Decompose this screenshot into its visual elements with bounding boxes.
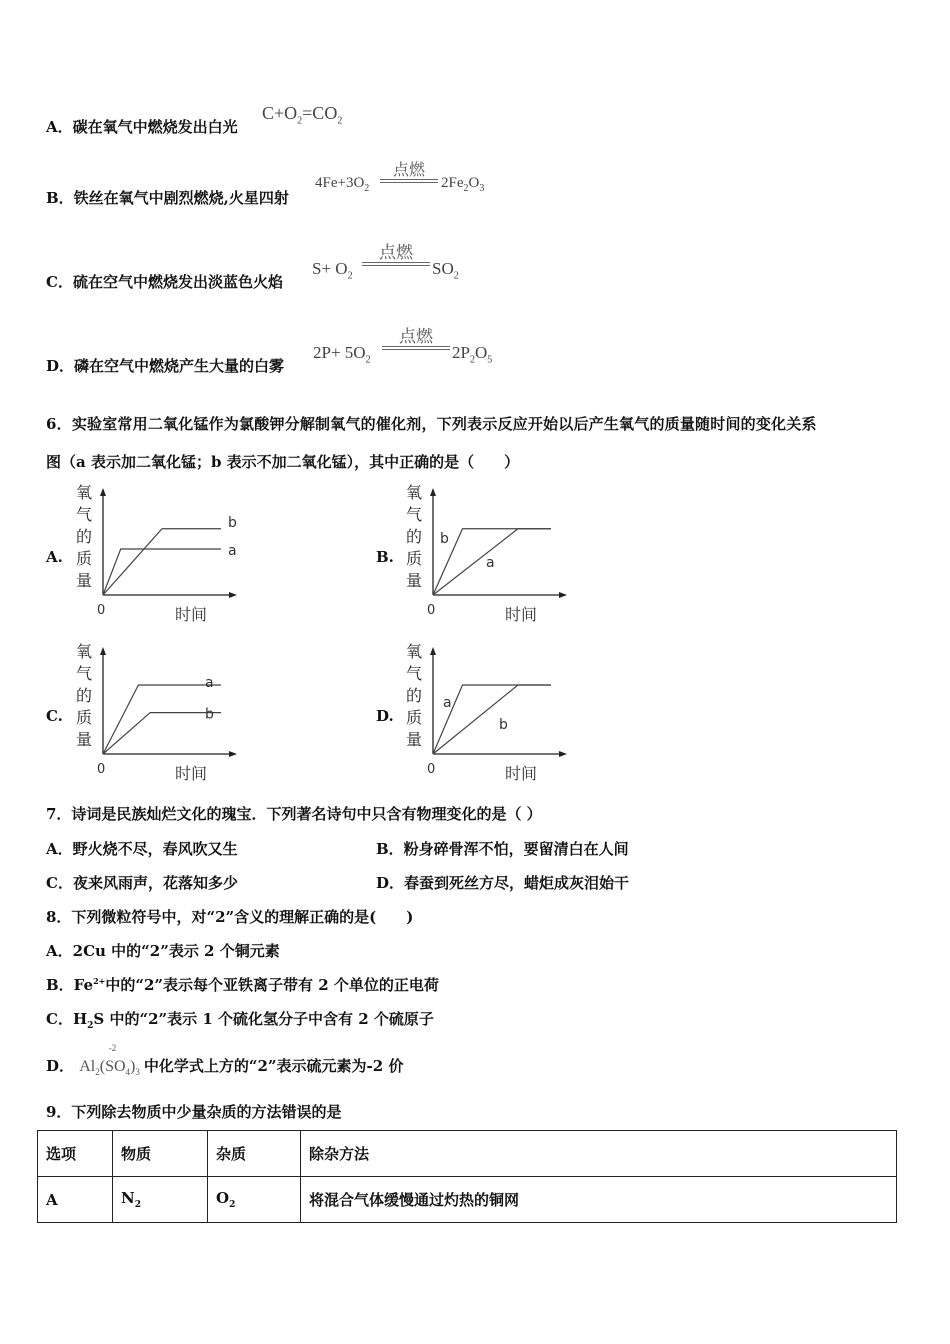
q8-option-c: C．$H_2S$ 中的“2”表示 1 个硫化氢分子中含有 2 个硫原子 [46, 1010, 434, 1031]
series-label-b: b [440, 531, 449, 547]
y-axis-arrow [430, 647, 436, 655]
q6-graph-d [403, 641, 583, 791]
q5-equation-a: $C+O_2=CO_2$ [262, 103, 343, 127]
q8-option-a: A．2Cu 中的“2”表示 2 个铜元素 [46, 942, 280, 960]
q8-option-d: D． $Al_2$ -2 $(SO_4)_3$ 中化学式上方的“2”表示硫元素为-2 价 [46, 1043, 404, 1078]
series-label-a: a [205, 675, 214, 691]
q7-option-c: C．夜来风雨声，花落知多少 [46, 874, 238, 892]
series-label-b: b [205, 706, 214, 723]
y-axis-label: 氧 气 的 质 量 [75, 483, 92, 590]
x-axis-arrow [229, 751, 237, 757]
table-header-row [38, 1131, 897, 1177]
series-label-a: a [228, 543, 237, 559]
series-label-a: a [486, 555, 495, 571]
graph-svg [73, 482, 253, 632]
series-line-a [103, 685, 221, 754]
q5-equation-d: $2P+ 5O_2$ [313, 343, 371, 366]
q7-option-b: B．粉身碎骨浑不怕，要留清白在人间 [376, 840, 629, 858]
y-axis-arrow [100, 647, 106, 655]
graph-svg [403, 482, 583, 632]
q5-product-d: $2P_2O_5$ [452, 343, 493, 366]
series-line-a [103, 549, 221, 595]
q6-graph-a [73, 482, 253, 632]
q5-condition-d: 点燃 [382, 328, 450, 350]
q5-product-c: $SO_2$ [432, 259, 459, 282]
x-axis-arrow [559, 592, 567, 598]
header-method: 除杂方法 [301, 1131, 897, 1177]
x-axis-label: 时间 [175, 764, 208, 783]
q6-graph-c [73, 641, 253, 791]
q7-option-d: D．春蚕到死丝方尽，蜡炬成灰泪始干 [376, 874, 630, 892]
q7-question: 7．诗词是民族灿烂文化的瑰宝．下列著名诗句中只含有物理变化的是（ ） [46, 805, 542, 823]
q5-equation-b: $4Fe+3O_2$ [315, 175, 370, 194]
q6-option-a-label: A. [46, 548, 63, 566]
graph-svg [73, 641, 253, 791]
header-impurity: 杂质 [208, 1131, 301, 1177]
y-axis-arrow [430, 488, 436, 496]
q8-question: 8．下列微粒符号中，对“2”含义的理解正确的是( ) [46, 908, 414, 926]
header-substance: 物质 [113, 1131, 208, 1177]
q6-graph-b [403, 482, 583, 632]
q8-option-b: B．$Fe^{2+}$中的“2”表示每个亚铁离子带有 2 个单位的正电荷 [46, 976, 439, 994]
x-axis-label: 时间 [505, 605, 538, 624]
x-axis-arrow [559, 751, 567, 757]
q5-option-b: B．铁丝在氧气中剧烈燃烧,火星四射 [46, 189, 289, 207]
cell-option: A [38, 1177, 113, 1223]
x-axis-label: 时间 [175, 605, 208, 624]
q6-option-b-label: B. [376, 548, 394, 566]
series-line-b [103, 529, 221, 595]
q5-option-a: A．碳在氧气中燃烧发出白光 [46, 118, 238, 136]
q9-question: 9．下列除去物质中少量杂质的方法错误的是 [46, 1103, 342, 1121]
x-axis-label: 时间 [505, 764, 538, 783]
q5-condition-c: 点燃 [362, 244, 430, 266]
q6-question-line1: 6．实验室常用二氧化锰作为氯酸钾分解制氧气的催化剂，下列表示反应开始以后产生氧气的质量随时间的变化关系 [46, 415, 817, 433]
origin-label: 0 [427, 762, 436, 777]
q5-condition-b: 点燃 [380, 161, 438, 183]
cell-substance: $N_2$ [113, 1177, 208, 1223]
cell-impurity: $O_2$ [208, 1177, 301, 1223]
series-label-b: b [499, 717, 508, 733]
q6-option-c-label: C. [46, 707, 63, 725]
q6-question-line2: 图（a 表示加二氧化锰；b 表示不加二氧化锰），其中正确的是（ ） [46, 453, 520, 471]
series-label-a: a [443, 695, 452, 711]
y-axis-label: 氧 气 的 质 量 [405, 642, 422, 749]
q9-table [37, 1130, 897, 1223]
cell-method: 将混合气体缓慢通过灼热的铜网 [301, 1177, 897, 1223]
origin-label: 0 [97, 762, 106, 777]
table-row [38, 1177, 897, 1223]
y-axis-label: 氧 气 的 质 量 [405, 483, 422, 590]
graph-svg [403, 641, 583, 791]
y-axis-label: 氧 气 的 质 量 [75, 642, 92, 749]
q5-equation-c: $S+ O_2$ [312, 259, 353, 282]
x-axis-arrow [229, 592, 237, 598]
q5-product-b: $2Fe_2O_3$ [441, 175, 485, 194]
series-label-b: b [228, 514, 237, 531]
header-option: 选项 [38, 1131, 113, 1177]
q6-option-d-label: D. [376, 707, 394, 725]
q7-option-a: A．野火烧不尽，春风吹又生 [46, 840, 238, 858]
origin-label: 0 [427, 603, 436, 618]
origin-label: 0 [97, 603, 106, 618]
q5-option-d: D．磷在空气中燃烧产生大量的白雾 [46, 357, 285, 375]
y-axis-arrow [100, 488, 106, 496]
q5-option-c: C．硫在空气中燃烧发出淡蓝色火焰 [46, 273, 283, 291]
